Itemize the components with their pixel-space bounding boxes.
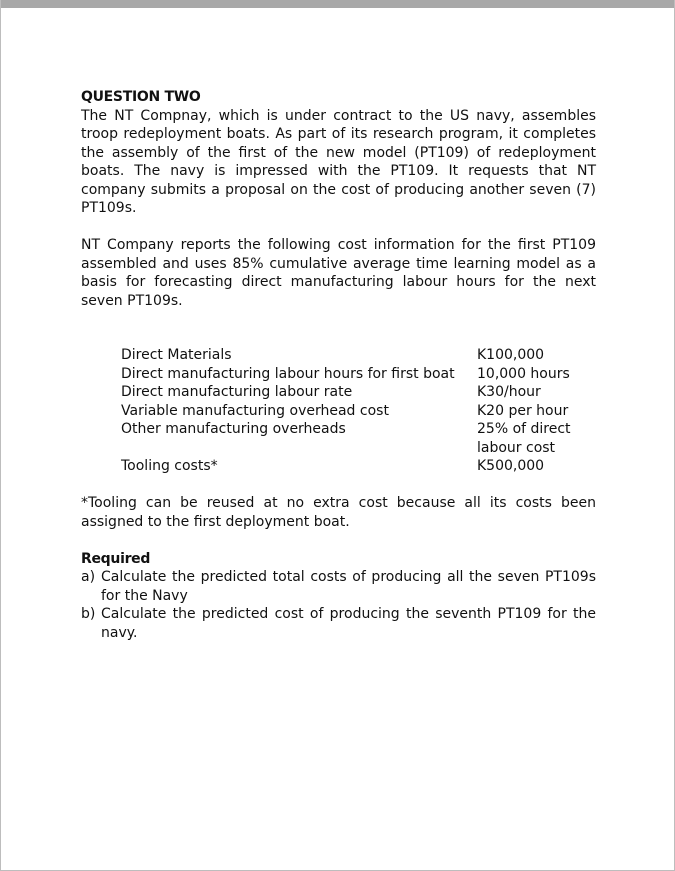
item-text: Calculate the predicted total costs of producing all the seven PT109s for the Navy: [101, 569, 596, 604]
top-border: [1, 0, 674, 8]
cost-row: [121, 365, 596, 384]
cost-label: Direct manufacturing labour rate: [121, 384, 353, 400]
required-item: [81, 605, 596, 642]
cost-value: 25% of direct labour cost: [477, 421, 571, 456]
cost-label: Variable manufacturing overhead cost: [121, 402, 389, 419]
item-text: Calculate the predicted cost of producing the seventh PT109 for the navy.: [101, 606, 596, 641]
cost-value: 10,000 hours: [477, 365, 570, 382]
required-heading: Required: [81, 550, 151, 567]
cost-row: [121, 457, 596, 476]
required-item: [81, 568, 596, 605]
cost-value: K20 per hour: [477, 402, 569, 419]
cost-row: [121, 420, 596, 457]
cost-row: [121, 346, 596, 365]
cost-table: [121, 346, 596, 476]
tooling-footnote: *Tooling can be reused at no extra cost because all its costs been assigned to the first deployment boat.: [81, 495, 596, 530]
question-content: [81, 88, 596, 642]
cost-row: [121, 383, 596, 402]
cost-label: Direct Materials: [121, 347, 232, 363]
cost-value: K500,000: [477, 458, 545, 474]
cost-label: Direct manufacturing labour hours for first boat: [121, 365, 455, 382]
cost-label: Other manufacturing overheads: [121, 421, 346, 437]
info-paragraph: NT Company reports the following cost information for the first PT109 assembled and uses 85% cumulative average time learning model as a basis for forecasting direct manufacturing labour hours for the next seven PT109s.: [81, 237, 596, 309]
question-heading: QUESTION TWO: [81, 89, 201, 105]
cost-label: Tooling costs*: [121, 458, 218, 474]
cost-value: K100,000: [477, 347, 545, 363]
cost-value: K30/hour: [477, 384, 541, 400]
intro-paragraph: The NT Compnay, which is under contract to the US navy, assembles troop redeployment boats. As part of its research program, it completes the assembly of the first of the new model (PT109) of redeployment boats. The navy is impressed with the PT109. It requests that NT company submits a proposal on the cost of producing another seven (7) PT109s.: [81, 107, 596, 216]
item-marker: b): [81, 606, 96, 622]
cost-row: [121, 402, 596, 421]
item-marker: a): [81, 569, 96, 585]
